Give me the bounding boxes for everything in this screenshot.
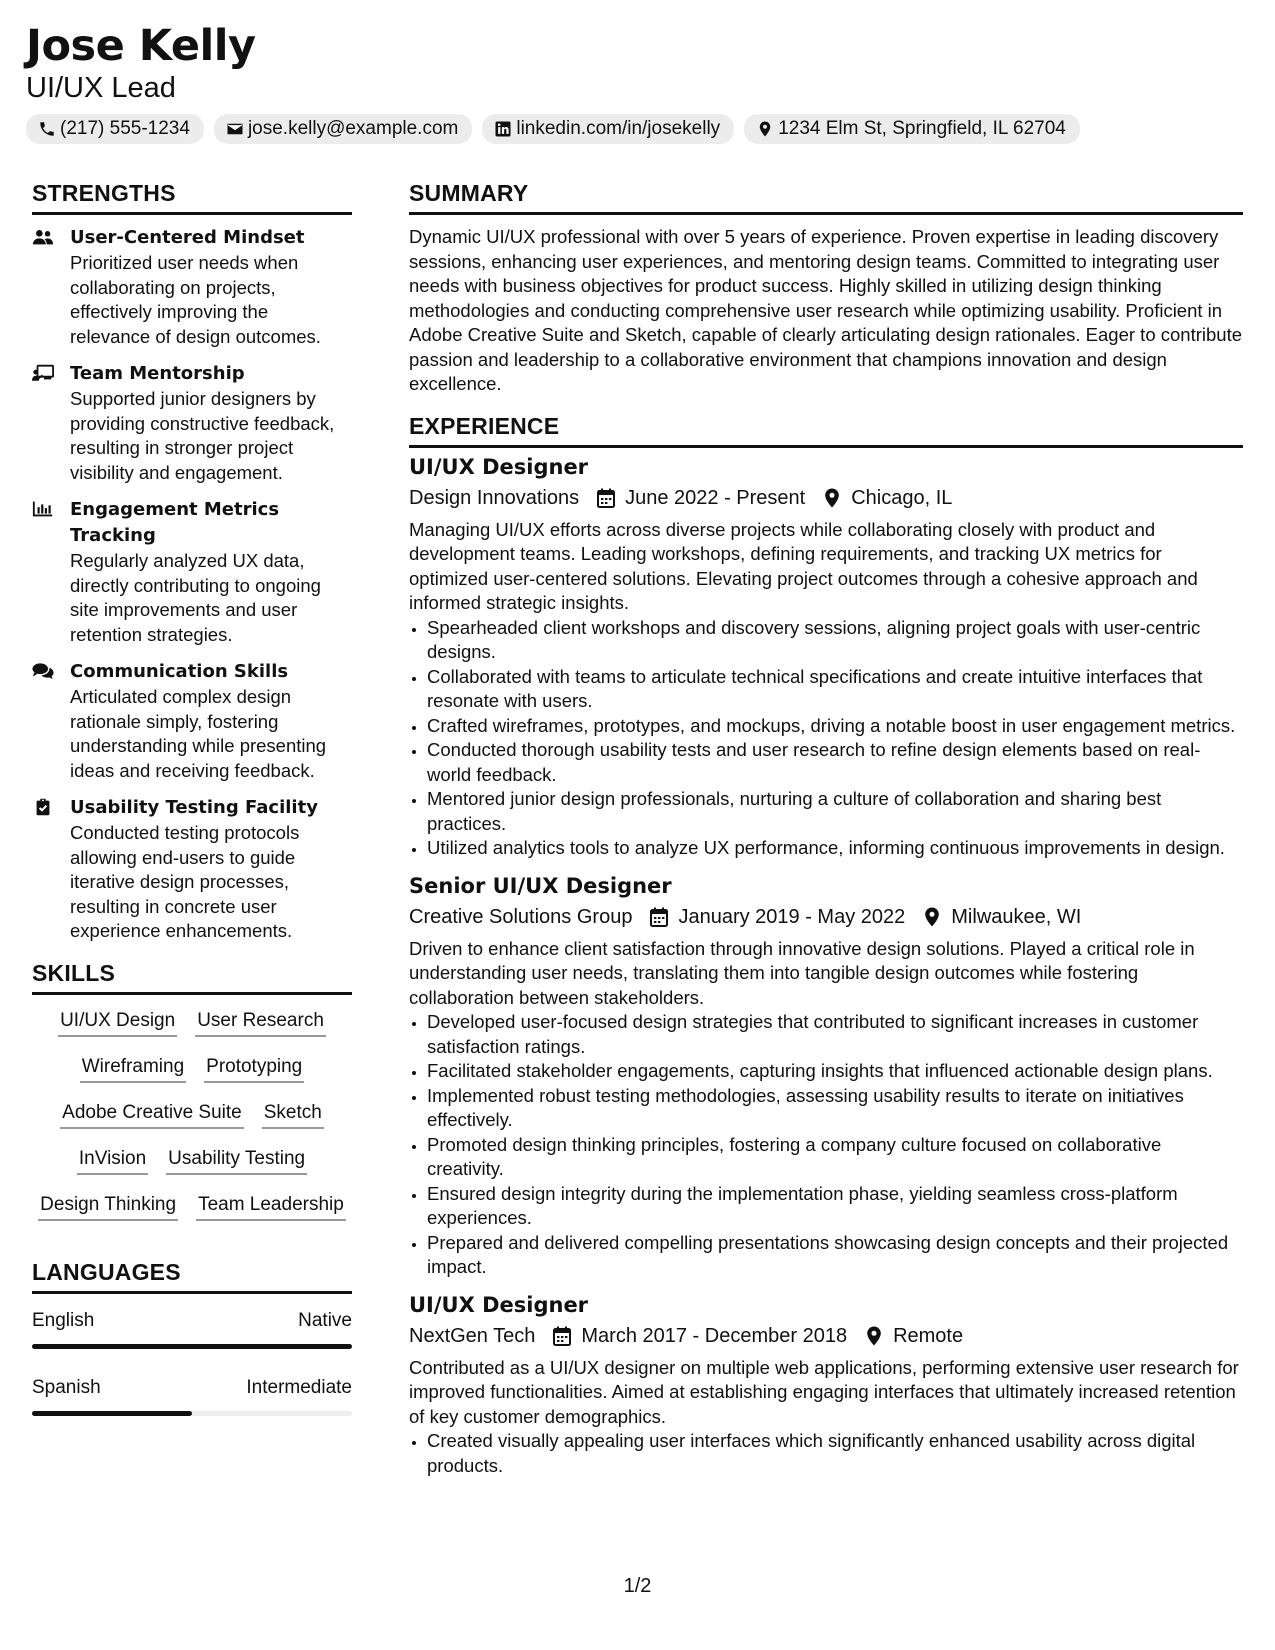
skill-tag: Team Leadership [196, 1193, 346, 1221]
contact-phone-text: (217) 555-1234 [60, 118, 190, 139]
achievement-bullet: • Crafted wireframes, prototypes, and mockups, driving a notable boost in user engagement metrics. [427, 714, 1243, 739]
skill-tag: Usability Testing [166, 1147, 307, 1175]
company-name: Creative Solutions Group [409, 905, 633, 928]
achievement-bullet: • Conducted thorough usability tests and user research to refine design elements based on real-world feedback. [427, 738, 1243, 787]
language-proficiency-fill [32, 1344, 352, 1349]
location-pin-icon [865, 1326, 883, 1346]
skill-tag: Prototyping [204, 1055, 304, 1083]
summary-heading: SUMMARY [409, 178, 1243, 215]
achievement-bullet: • Collaborated with teams to articulate technical specifications and create intuitive interfaces that resonate with users. [427, 665, 1243, 714]
location-pin-icon [823, 488, 841, 508]
strength-item [32, 795, 352, 944]
strength-description: Regularly analyzed UX data, directly contributing to ongoing site improvements and user retention strategies. [70, 550, 321, 645]
achievement-bullet: • Utilized analytics tools to analyze UX performance, informing continuous improvements in design. [427, 836, 1243, 861]
strength-item [32, 497, 352, 647]
language-name: Spanish [32, 1376, 101, 1398]
language-name: English [32, 1309, 95, 1331]
skill-tag: User Research [195, 1009, 326, 1037]
strength-title: User-Centered Mindset [70, 227, 305, 248]
strength-description: Articulated complex design rationale simply, fostering understanding while presenting ideas and receiving feedback. [70, 686, 327, 781]
job-meta [409, 901, 1243, 933]
left-column [32, 178, 352, 1438]
page-number: 1/2 [623, 1575, 652, 1597]
experience-list [409, 452, 1243, 1479]
achievement-bullet: • Prepared and delivered compelling presentations showcasing design concepts and their projected impact. [427, 1231, 1243, 1280]
skill-tag: UI/UX Design [58, 1009, 177, 1037]
achievement-bullet: • Ensured design integrity during the implementation phase, yielding seamless cross-platform experiences. [427, 1182, 1243, 1231]
achievement-bullet: • Spearheaded client workshops and discovery sessions, aligning project goals with user-centric designs. [427, 616, 1243, 665]
skill-tag: Wireframing [80, 1055, 186, 1083]
contact-linkedin-text: linkedin.com/in/josekelly [516, 118, 721, 139]
experience-entry [409, 1290, 1243, 1479]
calendar-icon [650, 907, 668, 927]
strength-description: Prioritized user needs when collaborating on projects, effectively improving the relevance of design outcomes. [70, 252, 321, 347]
achievement-bullet: • Promoted design thinking principles, fostering a company culture focused on collaborative creativity. [427, 1133, 1243, 1182]
skill-tag: Design Thinking [38, 1193, 178, 1221]
languages-list [32, 1308, 352, 1416]
achievement-bullet: • Created visually appealing user interfaces which significantly enhanced usability across digital products. [427, 1429, 1243, 1478]
phone-icon [38, 120, 56, 138]
achievement-bullet: • Developed user-focused design strategies that contributed to significant increases in customer satisfaction ratings. [427, 1010, 1243, 1059]
candidate-role: UI/UX Lead [26, 72, 176, 104]
company-name: NextGen Tech [409, 1324, 536, 1347]
skill-tag: InVision [77, 1147, 148, 1175]
contact-address-text: 1234 Elm St, Springfield, IL 62704 [778, 118, 1066, 139]
contact-phone[interactable] [26, 114, 204, 144]
company-name: Design Innovations [409, 486, 580, 509]
achievement-list [409, 616, 1243, 861]
skill-tag: Adobe Creative Suite [60, 1101, 244, 1129]
job-description: Driven to enhance client satisfaction through innovative design solutions. Played a critical role in understanding user needs, translating them into tangible design outcomes while fostering collaboration between stakeholders. [409, 937, 1195, 1008]
language-row [32, 1375, 352, 1401]
job-location: Remote [893, 1324, 964, 1347]
job-description: Managing UI/UX efforts across diverse projects while collaborating closely with product and development teams. Leading workshops, defining requirements, and tracking UX metrics for optimized user-centered solutions. Elevating project outcomes through a cohesive approach and informed strategic insights. [409, 518, 1198, 613]
strength-item [32, 361, 352, 485]
achievement-list [409, 1429, 1243, 1478]
language-level: Intermediate [246, 1376, 352, 1398]
languages-heading: LANGUAGES [32, 1257, 352, 1294]
strength-description: Conducted testing protocols allowing end-users to guide iterative design processes, resulting in concrete user experience enhancements. [70, 822, 300, 941]
skills-list [32, 1005, 352, 1221]
language-level: Native [298, 1309, 352, 1331]
strength-title: Team Mentorship [70, 363, 245, 384]
envelope-icon [226, 120, 244, 138]
right-column [409, 178, 1243, 1488]
experience-heading: EXPERIENCE [409, 411, 1243, 448]
job-location: Chicago, IL [851, 486, 953, 509]
job-meta [409, 482, 1243, 514]
achievement-bullet: • Mentored junior design professionals, nurturing a culture of collaboration and sharing best practices. [427, 787, 1243, 836]
strengths-heading: STRENGTHS [32, 178, 352, 215]
language-proficiency-bar [32, 1344, 352, 1349]
contact-bar [26, 114, 1249, 144]
strength-title: Usability Testing Facility [70, 797, 318, 818]
job-title: Senior UI/UX Designer [409, 873, 672, 898]
experience-entry [409, 452, 1243, 861]
skills-heading: SKILLS [32, 958, 352, 995]
bar-chart-icon [32, 500, 54, 518]
job-location: Milwaukee, WI [951, 905, 1082, 928]
users-icon [32, 228, 54, 246]
language-proficiency-fill [32, 1411, 192, 1416]
summary-text: Dynamic UI/UX professional with over 5 years of experience. Proven expertise in leading discovery sessions, enhancing user experiences, and mentoring design teams. Committed to integrating user needs with business objectives for product success. Highly skilled in utilizing design thinking methodologies and conducting comprehensive user research while optimizing usability. Proficient in Adobe Creative Suite and Sketch, capable of clearly articulating design rationales. Eager to contribute passion and leadership to a collaborative environment that champions innovation and design excellence. [409, 226, 1242, 394]
location-pin-icon [756, 120, 774, 138]
job-title: UI/UX Designer [409, 1292, 589, 1317]
contact-linkedin[interactable] [482, 114, 734, 144]
strength-description: Supported junior designers by providing constructive feedback, resulting in stronger project visibility and engagement. [70, 388, 335, 483]
achievement-bullet: • Facilitated stakeholder engagements, capturing insights that influenced actionable design plans. [427, 1059, 1243, 1084]
chat-bubbles-icon [32, 662, 54, 680]
resume-header [26, 20, 1249, 144]
language-row [32, 1308, 352, 1334]
achievement-list [409, 1010, 1243, 1280]
strength-item [32, 225, 352, 349]
linkedin-icon [494, 120, 512, 138]
strengths-list [32, 225, 352, 944]
presentation-icon [32, 364, 54, 382]
strength-item [32, 659, 352, 783]
calendar-icon [553, 1326, 571, 1346]
location-pin-icon [923, 907, 941, 927]
skill-tag: Sketch [262, 1101, 324, 1129]
job-dates: June 2022 - Present [625, 486, 806, 509]
job-description: Contributed as a UI/UX designer on multiple web applications, performing extensive user research for improved functionalities. Aimed at establishing engaging interfaces that ultimately increased retention of key customer demographics. [409, 1356, 1239, 1427]
experience-entry [409, 871, 1243, 1280]
contact-email[interactable] [214, 114, 472, 144]
job-meta [409, 1320, 1243, 1352]
job-dates: March 2017 - December 2018 [581, 1324, 848, 1347]
language-proficiency-bar [32, 1411, 352, 1416]
strength-title: Engagement Metrics Tracking [70, 499, 280, 546]
strength-title: Communication Skills [70, 661, 289, 682]
contact-address[interactable] [744, 114, 1080, 144]
candidate-name: Jose Kelly [26, 21, 256, 71]
achievement-bullet: • Implemented robust testing methodologies, assessing usability results to iterate on initiatives effectively. [427, 1084, 1243, 1133]
contact-email-text: jose.kelly@example.com [247, 118, 459, 139]
calendar-icon [597, 488, 615, 508]
job-title: UI/UX Designer [409, 454, 589, 479]
job-dates: January 2019 - May 2022 [678, 905, 906, 928]
clipboard-check-icon [32, 798, 54, 816]
